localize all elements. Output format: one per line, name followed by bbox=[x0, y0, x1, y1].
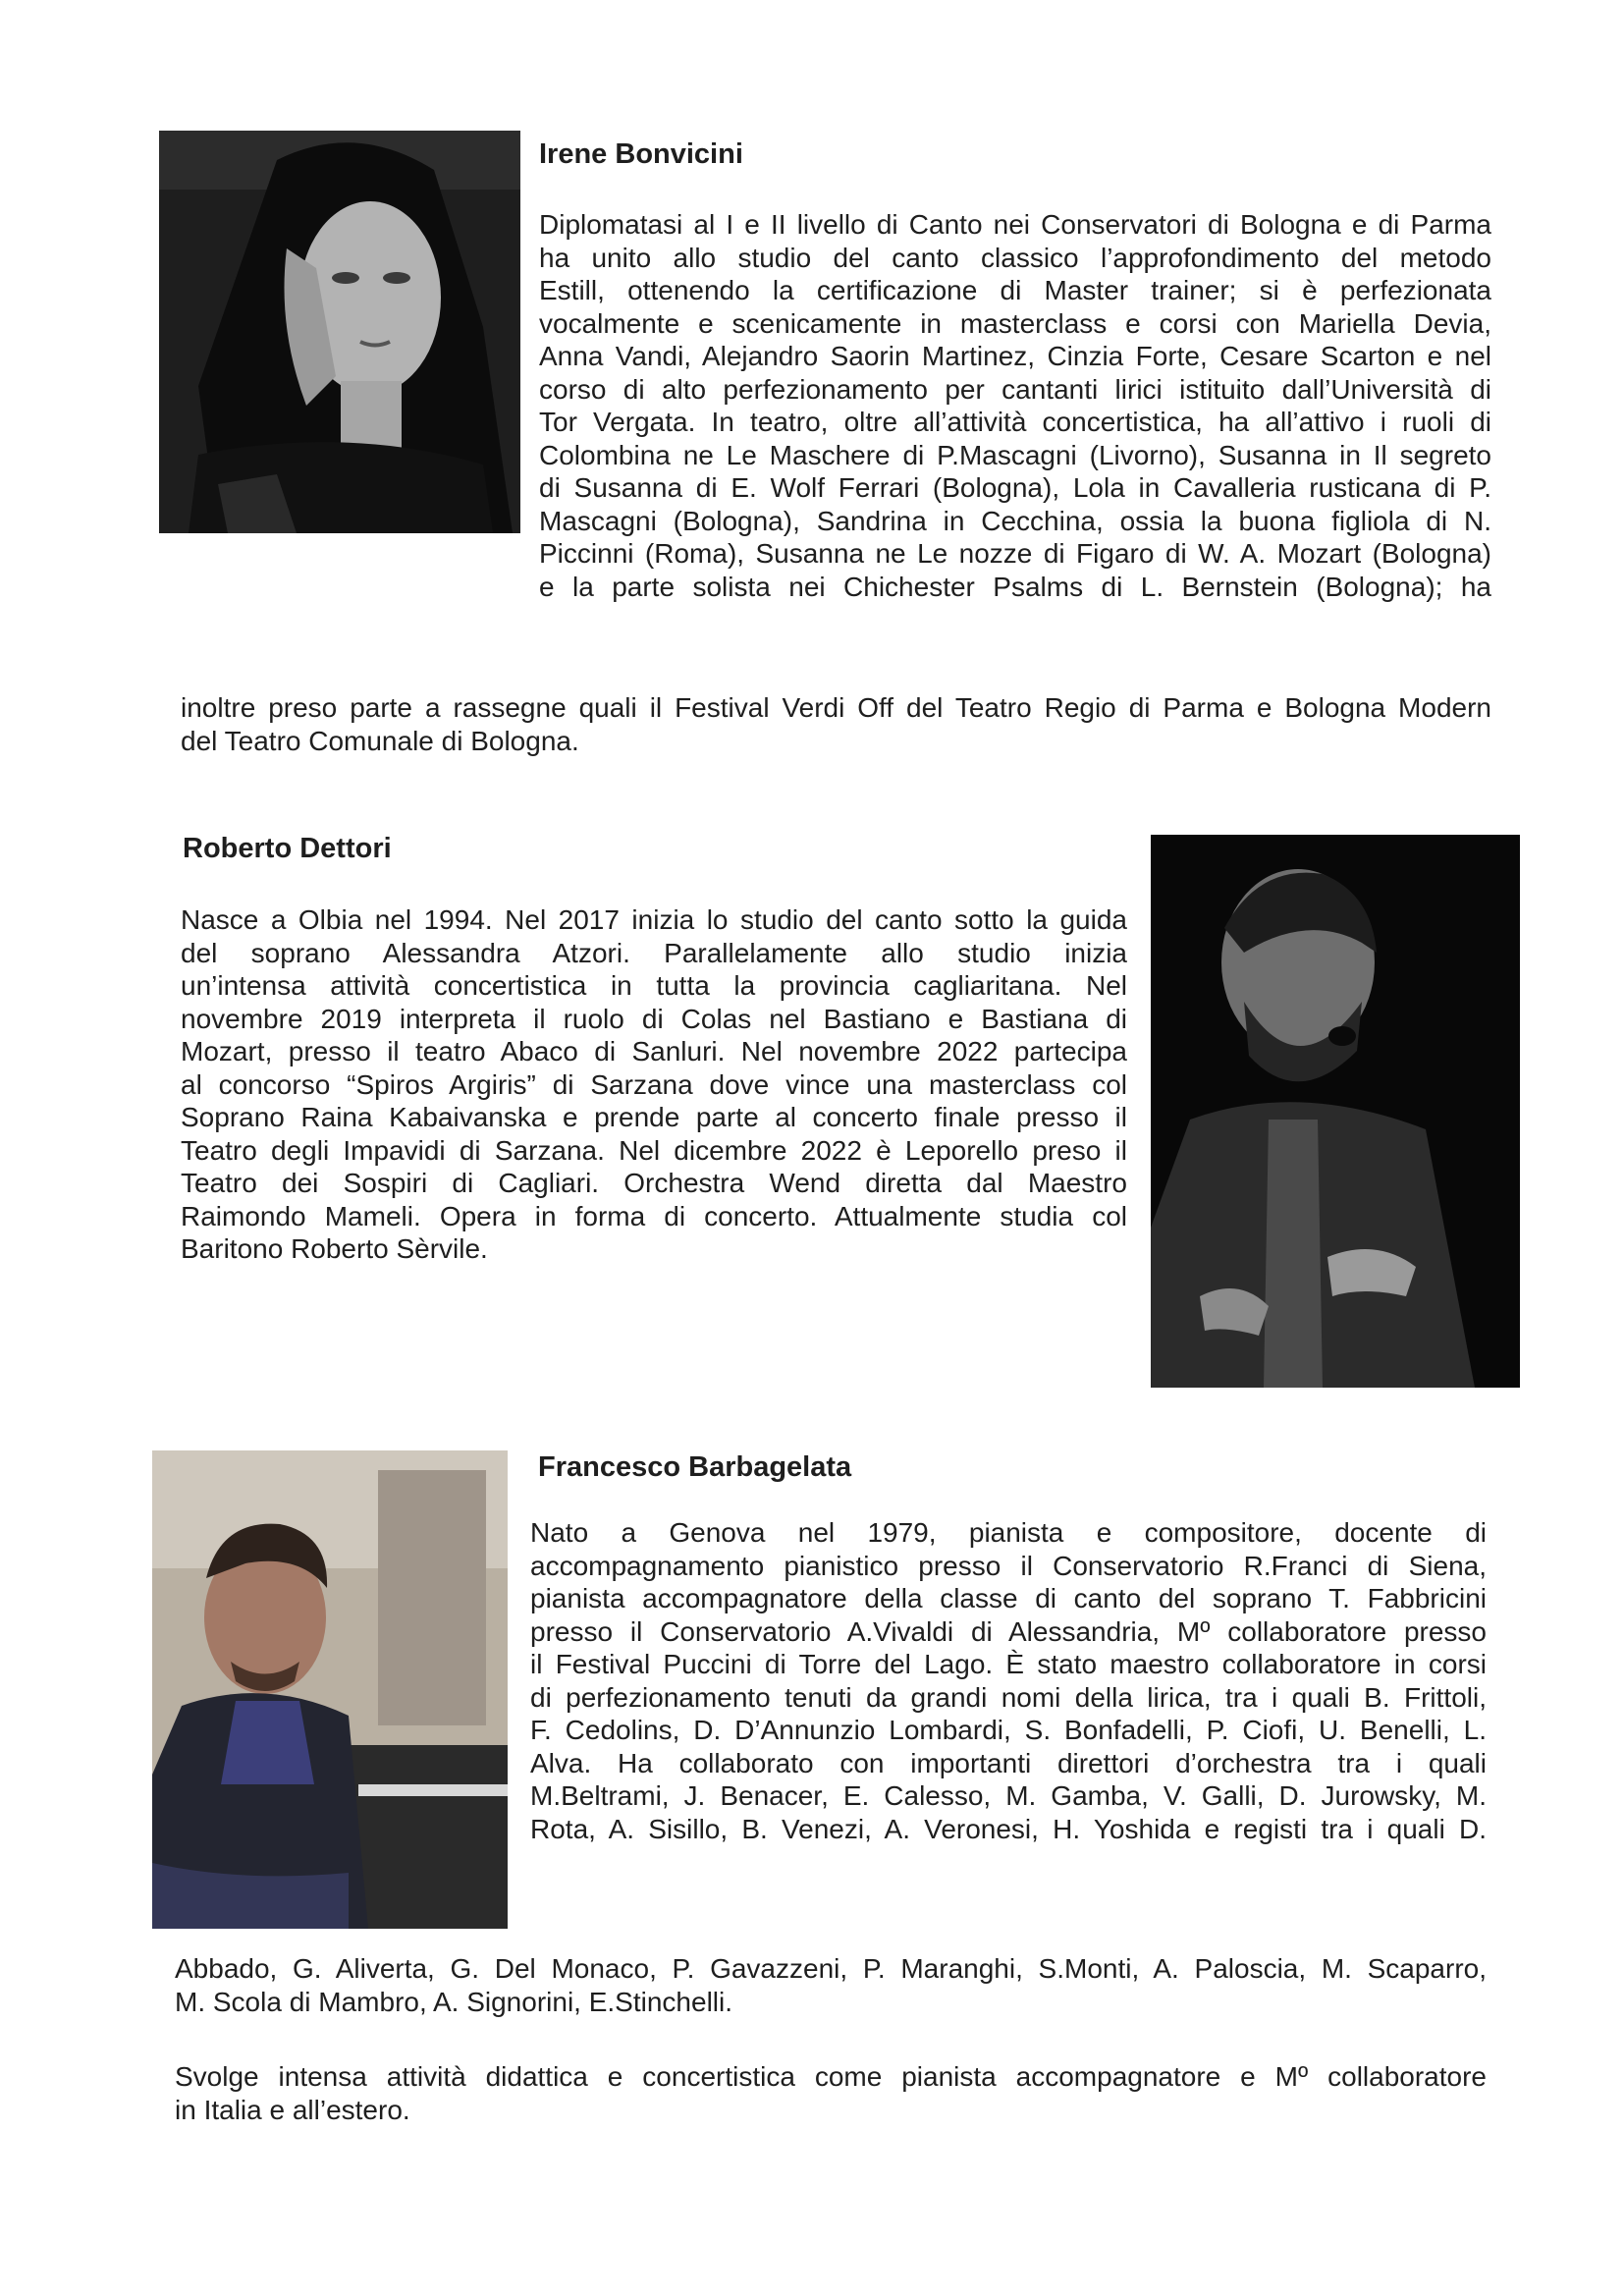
francesco-barbagelata-photo bbox=[152, 1450, 508, 1929]
roberto-dettori-name: Roberto Dettori bbox=[183, 833, 392, 864]
francesco-barbagelata-bio-beside: Nato a Genova nel 1979, pianista e compositore, docente di accompagnamento pianistico presso il Conservatorio R.Franci di Siena, pianista accompagnatore della classe di canto del soprano T. Fabbricini presso il Conservatorio A.Vivaldi di Alessandria, Mº collaboratore presso il Festival Puccini di Torre del Lago. È stato maestro collaboratore in corsi di perfezionamento tenuti da grandi nomi della lirica, tra i quali B. Frittoli, F. Cedolins, D. D’Annunzio Lombardi, S. Bonfadelli, P. Ciofi, U. Benelli, L. Alva. Ha collaborato con importanti direttori d’orchestra tra i quali M.Beltrami, J. Benacer, E. Calesso, M. Gamba, V. Galli, D. Jurowsky, M. Rota, A. Sisillo, B. Venezi, A. Veronesi, H. Yoshida e registi tra i quali D. bbox=[530, 1517, 1487, 1844]
roberto-dettori-photo bbox=[1151, 835, 1520, 1388]
irene-bonvicini-photo bbox=[159, 131, 520, 533]
francesco-barbagelata-name: Francesco Barbagelata bbox=[538, 1451, 852, 1483]
irene-bonvicini-bio-full: inoltre preso parte a rassegne quali il Festival Verdi Off del Teatro Regio di Parma e Bologna Modern del Teatro Comunale di Bologna. bbox=[181, 692, 1491, 756]
irene-bonvicini-bio-beside: Diplomatasi al I e II livello di Canto nei Conservatori di Bologna e di Parma ha unito allo studio del canto classico l’approfondimento del metodo Estill, ottenendo la certificazione di Master trainer; si è perfezionata vocalmente e scenicamente in masterclass e corsi con Mariella Devia, Anna Vandi, Alejandro Saorin Martinez, Cinzia Forte, Cesare Scarton e nel corso di alto perfezionamento per cantanti lirici istituito dall’Università di Tor Vergata. In teatro, oltre all’attività concertistica, ha all’attivo i ruoli di Colombina ne Le Maschere di P.Mascagni (Livorno), Susanna in Il segreto di Susanna di E. Wolf Ferrari (Bologna), Lola in Cavalleria rusticana di P. Mascagni (Bologna), Sandrina in Cecchina, ossia la buona figliola di N. Piccinni (Roma), Susanna ne Le nozze di Figaro di W. A. Mozart (Bologna) e la parte solista nei Chichester Psalms di L. Bernstein (Bologna); ha bbox=[539, 209, 1491, 602]
roberto-dettori-bio: Nasce a Olbia nel 1994. Nel 2017 inizia lo studio del canto sotto la guida del soprano Alessandra Atzori. Parallelamente allo studio inizia un’intensa attività concertistica in tutta la provincia cagliaritana. Nel novembre 2019 interpreta il ruolo di Colas nel Bastiano e Bastiana di Mozart, presso il teatro Abaco di Sanluri. Nel novembre 2022 partecipa al concorso “Spiros Argiris” di Sarzana dove vince una masterclass col Soprano Raina Kabaivanska e prende parte al concerto finale presso il Teatro degli Impavidi di Sarzana. Nel dicembre 2022 è Leporello preso il Teatro dei Sospiri di Cagliari. Orchestra Wend diretta dal Maestro Raimondo Mameli. Opera in forma di concerto. Attualmente studia col Baritono Roberto Sèrvile. bbox=[181, 904, 1127, 1264]
francesco-barbagelata-bio-full: Abbado, G. Aliverta, G. Del Monaco, P. Gavazzeni, P. Maranghi, S.Monti, A. Paloscia, M. Scaparro, M. Scola di Mambro, A. Signorini, E.Stinchelli. bbox=[175, 1953, 1487, 2017]
francesco-barbagelata-closing: Svolge intensa attività didattica e concertistica come pianista accompagnatore e Mº collaboratore in Italia e all’estero. bbox=[175, 2061, 1487, 2125]
irene-bonvicini-name: Irene Bonvicini bbox=[539, 138, 743, 170]
